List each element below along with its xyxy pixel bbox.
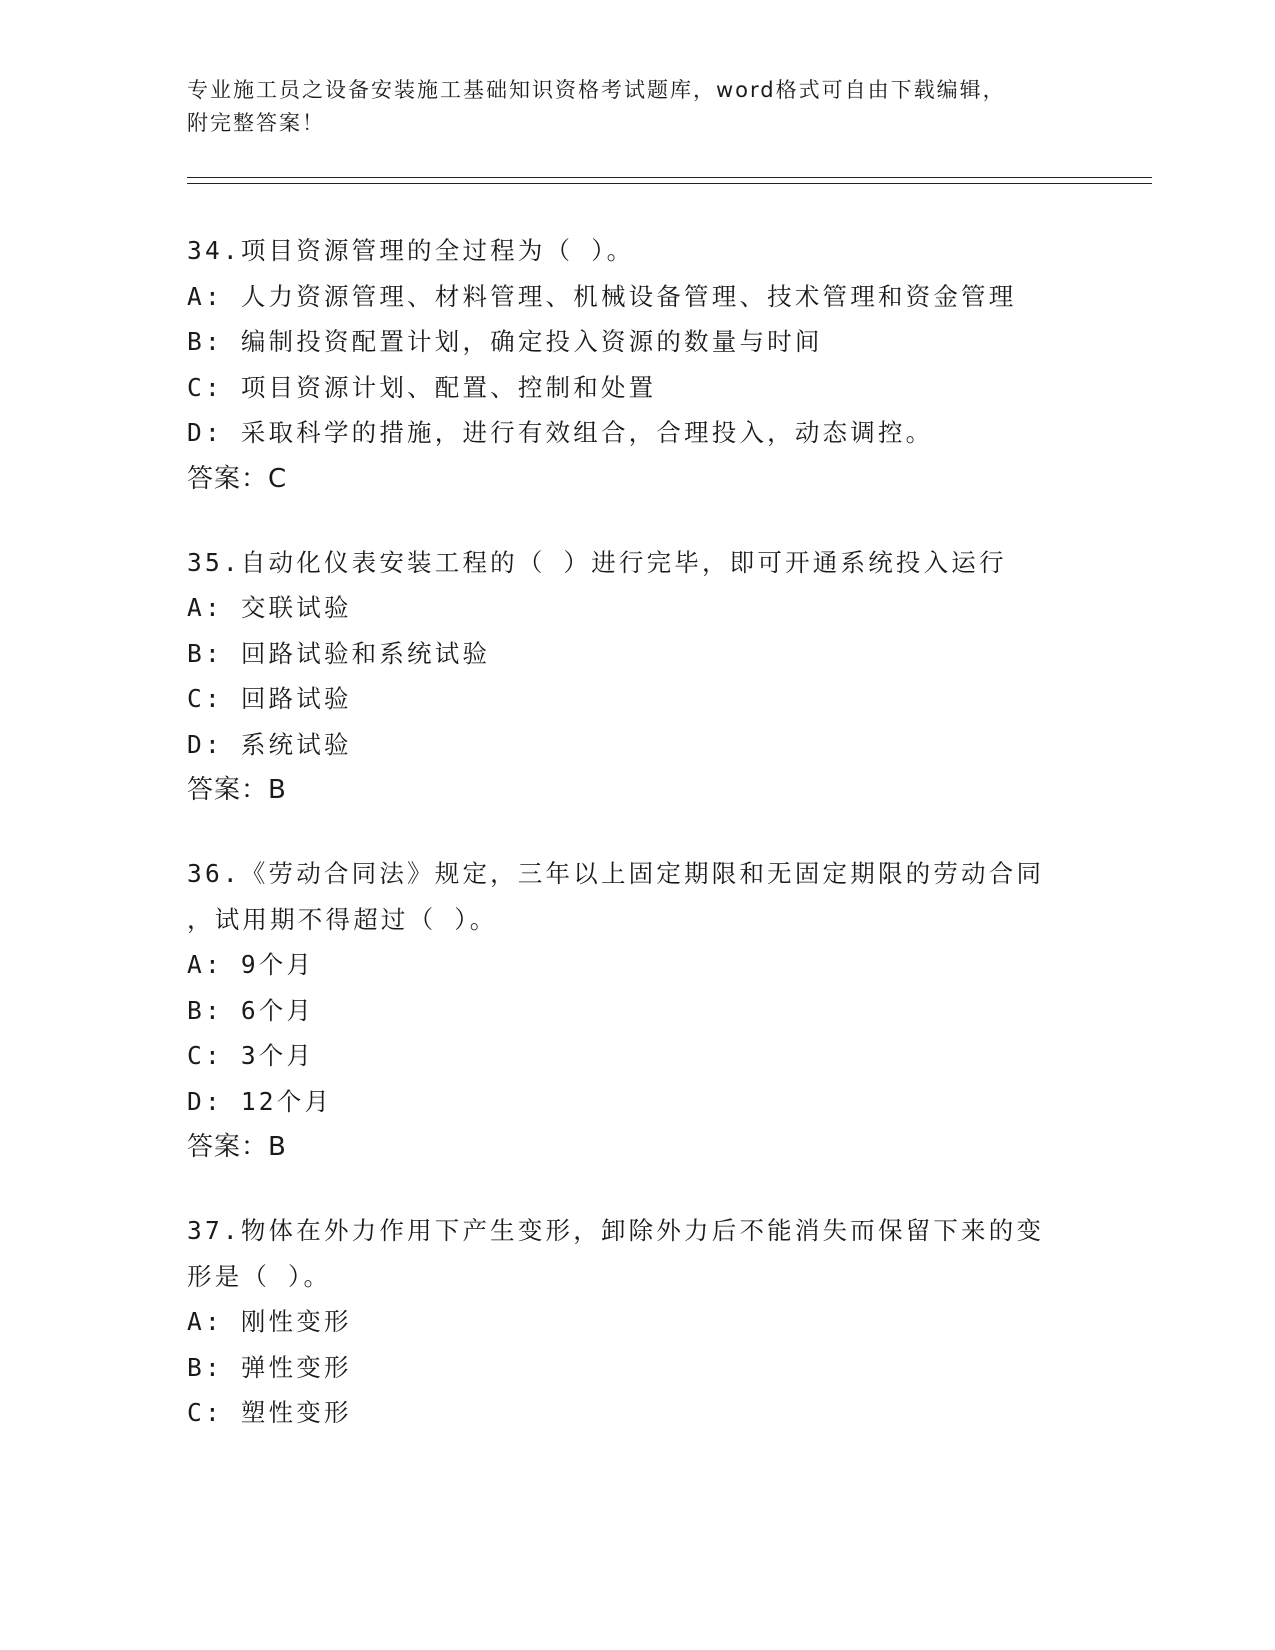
header-line-1: 专业施工员之设备安装施工基础知识资格考试题库，word格式可自由下载编辑，: [187, 78, 1006, 102]
question-stem: 35.自动化仪表安装工程的（ ）进行完毕，即可开通系统投入运行: [187, 547, 1007, 577]
option-b: B: 弹性变形: [187, 1352, 352, 1382]
question-36: [187, 851, 1107, 1170]
question-stem-continued: 形是（ ）。: [187, 1261, 332, 1291]
question-35: [187, 540, 1107, 814]
header-divider: [187, 177, 1152, 184]
question-stem: 34.项目资源管理的全过程为（ ）。: [187, 236, 635, 265]
header-line-2: 附完整答案！: [187, 111, 325, 135]
question-stem: 36.《劳动合同法》规定，三年以上固定期限和无固定期限的劳动合同: [187, 859, 1045, 888]
answer-label: 答案：C: [187, 463, 288, 494]
option-b: B: 回路试验和系统试验: [187, 638, 491, 668]
option-d: D: 系统试验: [187, 729, 352, 759]
question-stem-continued: ，试用期不得超过（ ）。: [187, 904, 498, 934]
answer-label: 答案：B: [187, 1132, 287, 1162]
option-a: A: 人力资源管理、材料管理、机械设备管理、技术管理和资金管理: [187, 281, 1017, 311]
option-c: C: 回路试验: [187, 684, 352, 713]
option-d: D: 12个月: [187, 1086, 333, 1116]
question-34: [187, 228, 1107, 502]
option-c: C: 3个月: [187, 1041, 315, 1070]
document-header: [187, 74, 1087, 140]
option-c: C: 塑性变形: [187, 1398, 352, 1427]
answer-label: 答案：B: [187, 775, 287, 805]
question-list: [187, 228, 1107, 1474]
option-b: B: 6个月: [187, 995, 315, 1025]
option-a: A: 交联试验: [187, 593, 352, 622]
question-37: [187, 1208, 1107, 1436]
option-b: B: 编制投资配置计划，确定投入资源的数量与时间: [187, 327, 823, 356]
option-c: C: 项目资源计划、配置、控制和处置: [187, 372, 657, 402]
option-a: A: 刚性变形: [187, 1307, 352, 1336]
option-a: A: 9个月: [187, 950, 315, 979]
option-d: D: 采取科学的措施，进行有效组合，合理投入，动态调控。: [187, 418, 934, 447]
question-stem: 37.物体在外力作用下产生变形，卸除外力后不能消失而保留下来的变: [187, 1216, 1045, 1245]
